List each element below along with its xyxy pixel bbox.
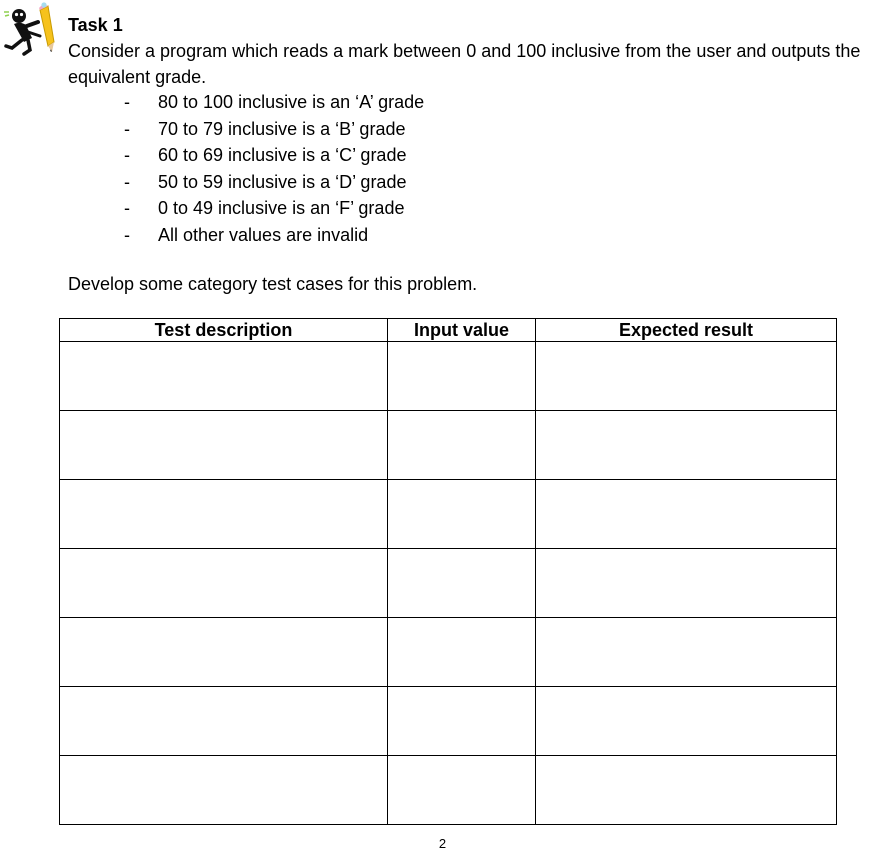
expected-result-cell[interactable] xyxy=(536,756,837,825)
invalid-rule: All other values are invalid xyxy=(158,224,369,245)
test-description-cell[interactable] xyxy=(60,687,388,756)
bullet-dash: - xyxy=(124,171,130,192)
table-row xyxy=(60,549,837,618)
table-row xyxy=(60,411,837,480)
table-row xyxy=(60,480,837,549)
input-value-cell[interactable] xyxy=(388,480,536,549)
expected-result-cell[interactable] xyxy=(536,687,837,756)
test-description-cell[interactable] xyxy=(60,756,388,825)
expected-result-cell[interactable] xyxy=(536,618,837,687)
expected-result-cell[interactable] xyxy=(536,549,837,618)
table-row xyxy=(60,756,837,825)
test-description-cell[interactable] xyxy=(60,618,388,687)
input-value-cell[interactable] xyxy=(388,411,536,480)
grade-rule: 70 to 79 inclusive is a ‘B’ grade xyxy=(158,118,406,139)
expected-result-cell[interactable] xyxy=(536,411,837,480)
input-value-cell[interactable] xyxy=(388,618,536,687)
expected-result-cell[interactable] xyxy=(536,342,837,411)
table-row xyxy=(60,618,837,687)
grade-rule: 0 to 49 inclusive is an ‘F’ grade xyxy=(158,198,405,218)
task-title: Task 1 xyxy=(68,15,123,35)
column-header-expected-result: Expected result xyxy=(536,319,837,342)
column-header-input-value: Input value xyxy=(388,319,536,342)
input-value-cell[interactable] xyxy=(388,549,536,618)
bullet-dash: - xyxy=(124,224,130,245)
page-number: 2 xyxy=(438,836,447,851)
test-cases-table xyxy=(59,318,837,825)
bullet-dash: - xyxy=(124,198,130,218)
table-header-row xyxy=(60,319,837,342)
input-value-cell[interactable] xyxy=(388,756,536,825)
pencil-character-icon xyxy=(2,2,58,60)
grade-rule: 80 to 100 inclusive is an ‘A’ grade xyxy=(158,92,425,112)
bullet-dash: - xyxy=(124,92,130,112)
bullet-dash: - xyxy=(124,145,130,165)
input-value-cell[interactable] xyxy=(388,687,536,756)
input-value-cell[interactable] xyxy=(388,342,536,411)
column-header-test-description: Test description xyxy=(60,319,388,342)
test-description-cell[interactable] xyxy=(60,411,388,480)
instruction-text: Develop some category test cases for this problem. xyxy=(68,274,478,294)
bullet-dash: - xyxy=(124,118,130,139)
test-description-cell[interactable] xyxy=(60,549,388,618)
table-row xyxy=(60,687,837,756)
grade-rule: 60 to 69 inclusive is a ‘C’ grade xyxy=(158,145,407,165)
grade-rule: 50 to 59 inclusive is a ‘D’ grade xyxy=(158,171,407,192)
test-description-cell[interactable] xyxy=(60,342,388,411)
expected-result-cell[interactable] xyxy=(536,480,837,549)
test-description-cell[interactable] xyxy=(60,480,388,549)
table-row xyxy=(60,342,837,411)
task-intro: Consider a program which reads a mark between 0 and 100 inclusive from the user and outputs the equivalent grade. xyxy=(68,41,861,87)
